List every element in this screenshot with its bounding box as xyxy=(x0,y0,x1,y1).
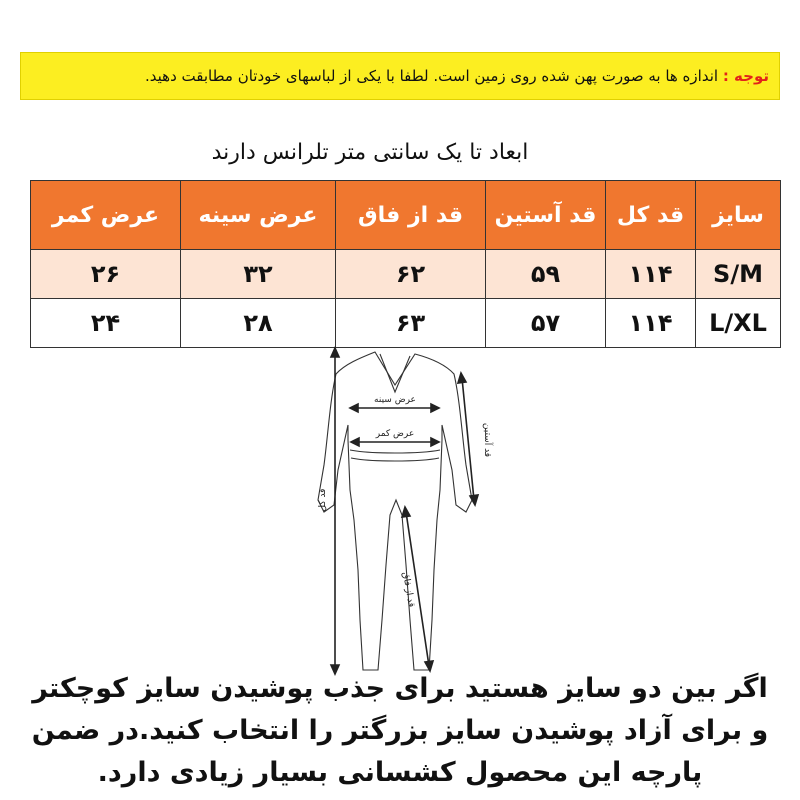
cell-total-length: ۱۱۴ xyxy=(606,250,696,299)
cell-inseam: ۶۲ xyxy=(336,250,486,299)
cell-size: S/M xyxy=(696,250,781,299)
cell-sleeve-length: ۵۷ xyxy=(486,299,606,348)
cell-size: L/XL xyxy=(696,299,781,348)
cell-waist-width: ۲۶ xyxy=(31,250,181,299)
tolerance-title: ابعاد تا یک سانتی متر تلرانس دارند xyxy=(211,140,529,165)
cell-waist-width: ۲۴ xyxy=(31,299,181,348)
notice-banner xyxy=(20,52,780,100)
cell-inseam: ۶۳ xyxy=(336,299,486,348)
inseam-label: قد از فاق xyxy=(399,571,416,609)
table-header-row xyxy=(31,181,781,250)
header-sleeve-length: قد آستین xyxy=(486,181,606,250)
header-chest-width: عرض سینه xyxy=(181,181,336,250)
header-inseam: قد از فاق xyxy=(336,181,486,250)
jumpsuit-diagram xyxy=(230,340,570,680)
notice-text: اندازه ها به صورت پهن شده روی زمین است. لطفا با یکی از لباسهای خودتان مطابقت دهید. xyxy=(145,67,719,85)
waist-label: عرض کمر xyxy=(375,429,415,439)
total-length-label: قد کل xyxy=(318,488,328,512)
sleeve-label: قد آستین xyxy=(482,422,492,458)
cell-sleeve-length: ۵۹ xyxy=(486,250,606,299)
footer-line: اگر بین دو سایز هستید برای جذب پوشیدن سایز کوچکتر xyxy=(32,673,768,704)
cell-chest-width: ۳۲ xyxy=(181,250,336,299)
notice-label: توجه : xyxy=(722,67,769,85)
footer-line: پارچه این محصول کشسانی بسیار زیادی دارد. xyxy=(97,757,703,788)
chest-label: عرض سینه xyxy=(374,395,416,405)
size-table xyxy=(30,180,781,348)
cell-chest-width: ۲۸ xyxy=(181,299,336,348)
header-waist-width: عرض کمر xyxy=(31,181,181,250)
footer-line: و برای آزاد پوشیدن سایز بزرگتر را انتخاب کنید.در ضمن xyxy=(31,715,769,746)
header-size: سایز xyxy=(696,181,781,250)
cell-total-length: ۱۱۴ xyxy=(606,299,696,348)
header-total-length: قد کل xyxy=(606,181,696,250)
footer-note xyxy=(20,668,780,794)
table-row xyxy=(31,250,781,299)
